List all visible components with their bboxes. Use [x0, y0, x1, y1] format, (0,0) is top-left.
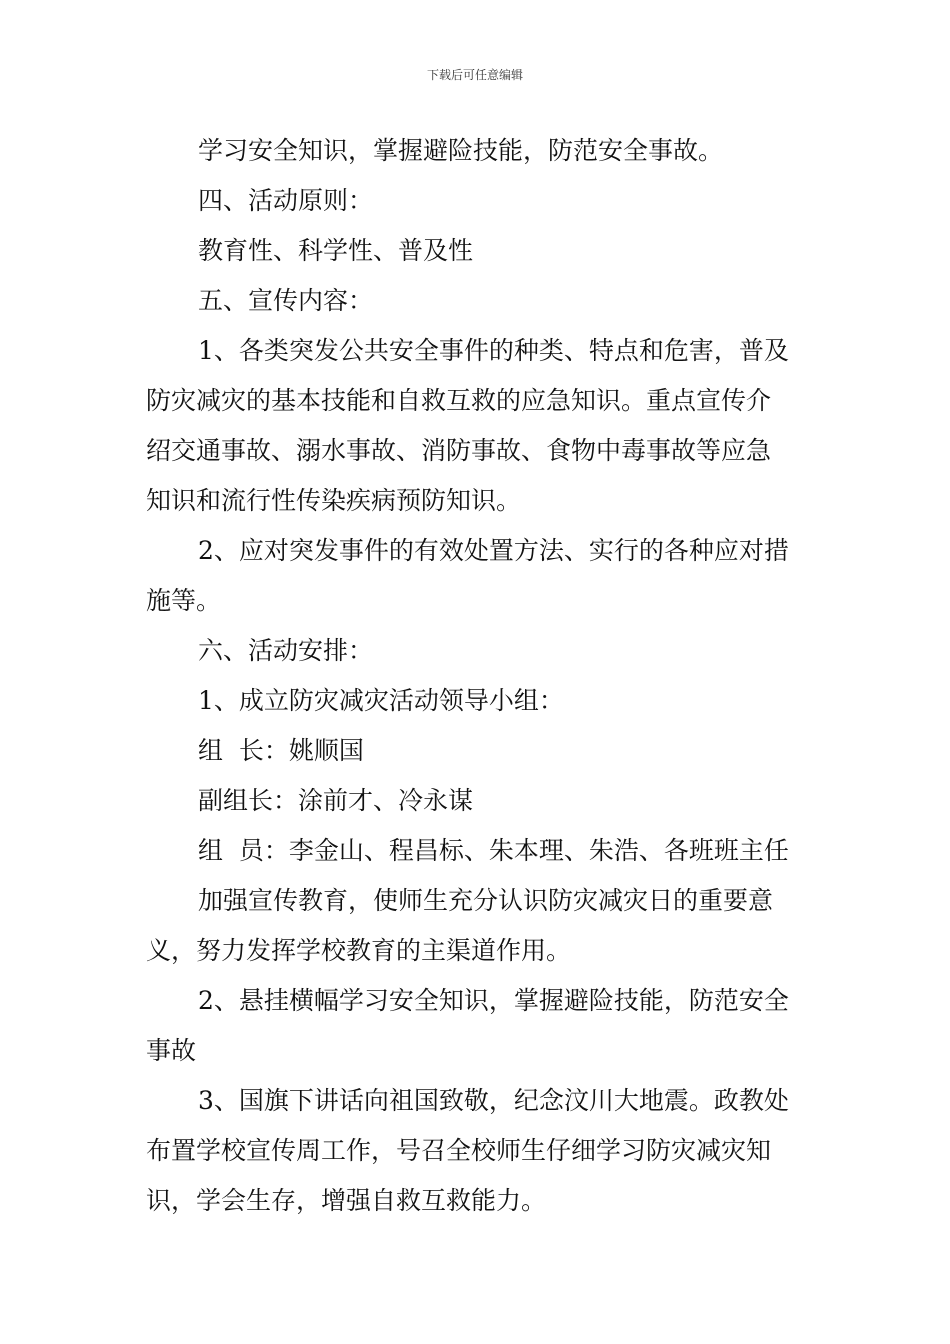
- text-line: 学习安全知识，掌握避险技能，防范安全事故。: [198, 136, 724, 165]
- text-line: 防灾减灾的基本技能和自救互救的应急知识。重点宣传介: [146, 386, 772, 415]
- text-line: 2、悬挂横幅学习安全知识，掌握避险技能，防范安全: [198, 986, 789, 1015]
- text-line: 识，学会生存，增强自救互救能力。: [146, 1186, 547, 1215]
- text-line: 布置学校宣传周工作，号召全校师生仔细学习防灾减灾知: [146, 1136, 772, 1165]
- text-line: 施等。: [146, 586, 222, 615]
- text-line: 1、成立防灾减灾活动领导小组：: [198, 686, 564, 715]
- text-line: 义，努力发挥学校教育的主渠道作用。: [146, 936, 572, 965]
- page-header: 下载后可任意编辑: [426, 68, 523, 82]
- text-line: 绍交通事故、溺水事故、消防事故、食物中毒事故等应急: [146, 436, 772, 465]
- text-line: 1、各类突发公共安全事件的种类、特点和危害，普及: [198, 336, 789, 365]
- text-line: 副组长：涂前才、冷永谋: [198, 786, 474, 815]
- text-line: 组 长：姚顺国: [198, 736, 364, 765]
- text-line: 组 员：李金山、程昌标、朱本理、朱浩、各班班主任: [198, 836, 789, 865]
- section-heading: 六、活动安排：: [198, 636, 374, 665]
- text-line: 2、应对突发事件的有效处置方法、实行的各种应对措: [198, 536, 789, 565]
- text-line: 加强宣传教育，使师生充分认识防灾减灾日的重要意: [198, 886, 774, 915]
- document-body: [146, 126, 814, 1226]
- text-line: 事故: [146, 1036, 197, 1065]
- text-line: 教育性、科学性、普及性: [198, 236, 474, 265]
- text-line: 3、国旗下讲话向祖国致敬，纪念汶川大地震。政教处: [198, 1086, 789, 1115]
- section-heading: 五、宣传内容：: [198, 286, 374, 315]
- text-line: 知识和流行性传染疾病预防知识。: [146, 486, 522, 515]
- section-heading: 四、活动原则：: [198, 186, 374, 215]
